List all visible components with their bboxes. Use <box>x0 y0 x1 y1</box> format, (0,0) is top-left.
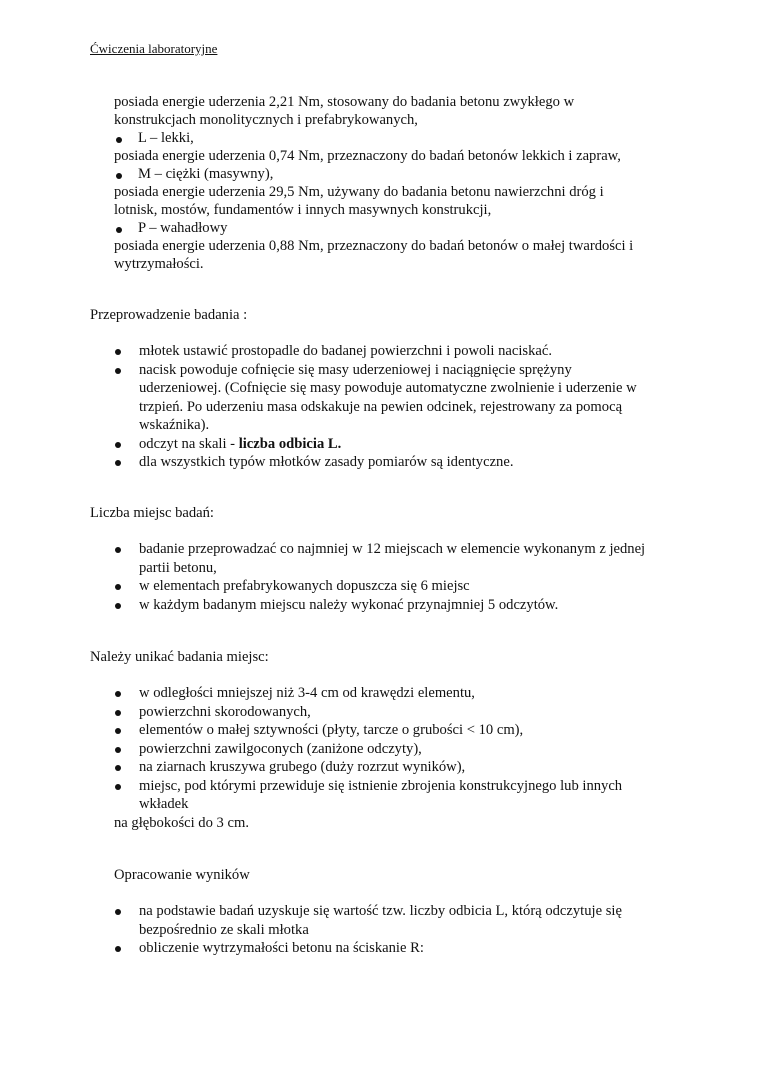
reading-prefix: odczyt na skali - <box>139 435 239 452</box>
bullet-icon <box>116 173 122 179</box>
list-item: nacisk powoduje cofnięcie się masy uderzeniowej i naciągnięcie sprężyny uderzeniowej. (Cofnięcie się masy powoduje automatyczne zwolnienie i uderzenie w trzpień. Po uderzeniu masa odskakuje na pewien odcinek, rejestrowany za pomocą wskaźnika). <box>112 361 652 435</box>
list-item: na podstawie badań uzyskuje się wartość tzw. liczby odbicia L, którą odczytuje się bezpośrednio ze skali młotka <box>112 902 672 939</box>
bullet-icon <box>116 227 122 233</box>
list-item: w odległości mniejszej niż 3-4 cm od krawędzi elementu, <box>112 684 652 703</box>
hammer-n-description-line-2: konstrukcjach monolitycznych i prefabrykowanych, <box>114 112 418 128</box>
hammer-n-description-line-1: posiada energie uderzenia 2,21 Nm, stosowany do badania betonu zwykłego w <box>114 94 575 110</box>
bullet-icon <box>116 137 122 143</box>
hammer-l-description: posiada energie uderzenia 0,74 Nm, przeznaczony do badań betonów lekkich i zapraw, <box>114 148 621 164</box>
list-item: młotek ustawić prostopadle do badanej powierzchni i powoli naciskać. <box>112 342 652 361</box>
locations-list <box>112 540 672 614</box>
procedure-list <box>112 342 652 472</box>
list-item: na ziarnach kruszywa grubego (duży rozrzut wyników), <box>112 758 652 777</box>
locations-heading: Liczba miejsc badań: <box>90 505 214 521</box>
page-header: Ćwiczenia laboratoryjne <box>90 41 218 56</box>
hammer-m-description-line-1: posiada energie uderzenia 29,5 Nm, używany do badania betonu nawierzchni dróg i <box>114 184 604 200</box>
avoid-list <box>112 684 652 814</box>
list-item: badanie przeprowadzać co najmniej w 12 miejscach w elemencie wykonanym z jednej partii betonu, <box>112 540 672 577</box>
list-item: powierzchni zawilgoconych (zaniżone odczyty), <box>112 740 652 759</box>
avoid-trailing-text: na głębokości do 3 cm. <box>114 815 249 831</box>
avoid-heading: Należy unikać badania miejsc: <box>90 649 269 665</box>
hammer-p-description-line-2: wytrzymałości. <box>114 256 204 272</box>
hammer-m-label: M – ciężki (masywny), <box>138 166 274 182</box>
list-item: powierzchni skorodowanych, <box>112 703 652 722</box>
hammer-m-description-line-2: lotnisk, mostów, fundamentów i innych masywnych konstrukcji, <box>114 202 492 218</box>
list-item: w każdym badanym miejscu należy wykonać przynajmniej 5 odczytów. <box>112 596 672 615</box>
list-item: elementów o małej sztywności (płyty, tarcze o grubości < 10 cm), <box>112 721 652 740</box>
results-heading: Opracowanie wyników <box>114 867 250 883</box>
list-item: miejsc, pod którymi przewiduje się istnienie zbrojenia konstrukcyjnego lub innych wkładek <box>112 777 652 814</box>
list-item <box>112 435 652 454</box>
reading-suffix: . <box>337 435 342 452</box>
procedure-heading: Przeprowadzenie badania : <box>90 307 248 323</box>
results-list <box>112 902 672 958</box>
reading-emphasis: liczba odbicia L <box>238 435 338 452</box>
hammer-p-description-line-1: posiada energie uderzenia 0,88 Nm, przeznaczony do badań betonów o małej twardości i <box>114 238 634 254</box>
list-item: dla wszystkich typów młotków zasady pomiarów są identyczne. <box>112 453 652 472</box>
list-item: w elementach prefabrykowanych dopuszcza się 6 miejsc <box>112 577 672 596</box>
hammer-l-label: L – lekki, <box>138 130 194 146</box>
hammer-p-label: P – wahadłowy <box>138 220 228 236</box>
list-item: obliczenie wytrzymałości betonu na ściskanie R: <box>112 939 672 958</box>
